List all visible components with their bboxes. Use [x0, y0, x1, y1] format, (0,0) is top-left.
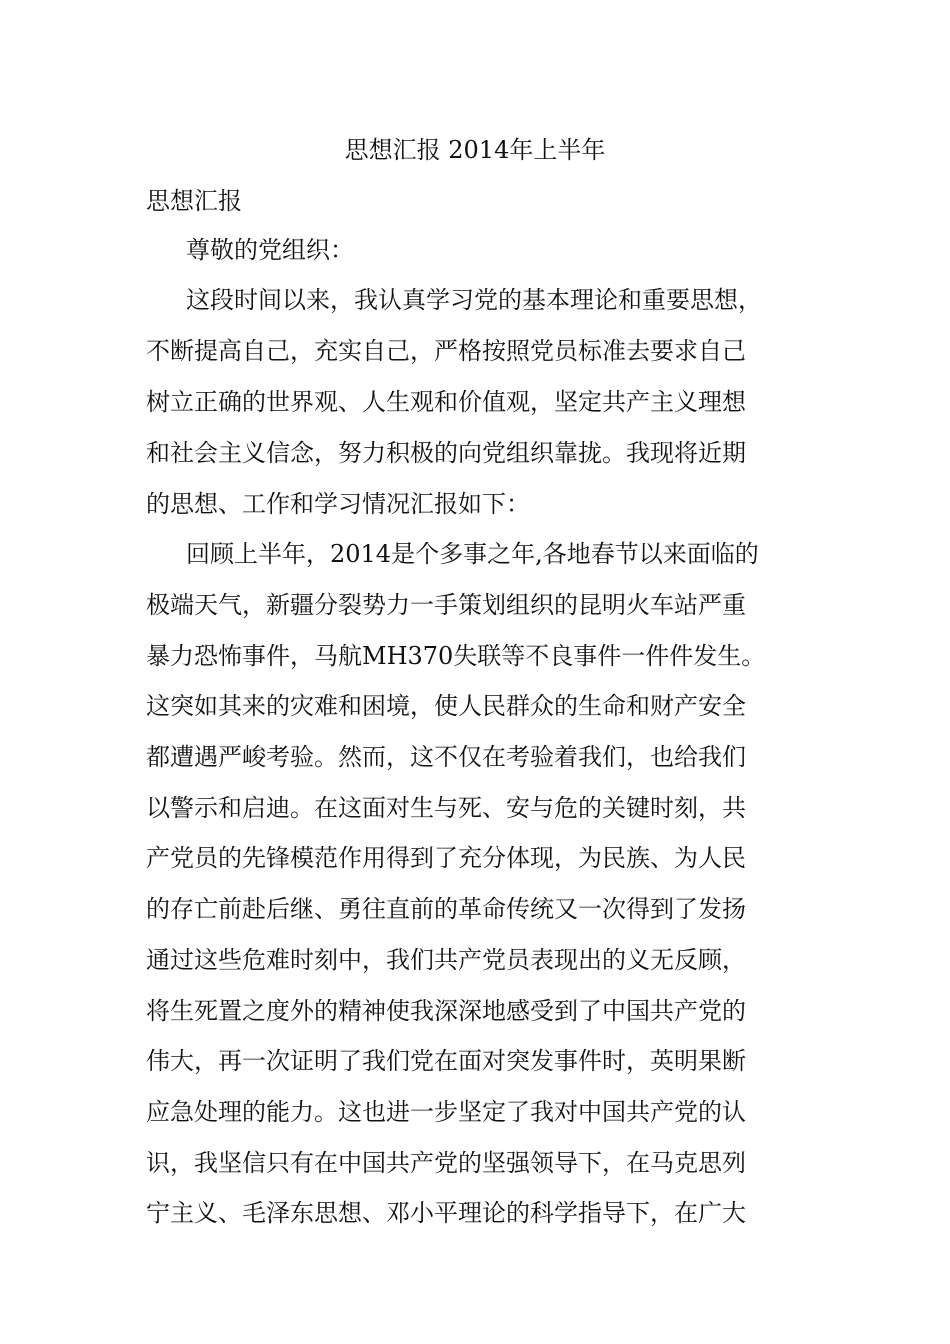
body-line: 应急处理的能力。这也进一步坚定了我对中国共产党的认: [146, 1098, 746, 1126]
body-line: 这段时间以来，我认真学习党的基本理论和重要思想，: [186, 286, 762, 314]
body-line: 以警示和启迪。在这面对生与死、安与危的关键时刻，共: [146, 794, 746, 822]
body-line: 这突如其来的灾难和困境，使人民群众的生命和财产安全: [146, 692, 746, 720]
body-line: 将生死置之度外的精神使我深深地感受到了中国共产党的: [146, 997, 746, 1025]
body-line: 伟大，再一次证明了我们党在面对突发事件时，英明果断: [146, 1047, 746, 1075]
body-line: 的思想、工作和学习情况汇报如下：: [146, 490, 530, 518]
body-line: 暴力恐怖事件，马航MH370失联等不良事件一件件发生。: [146, 642, 766, 670]
body-line: 都遭遇严峻考验。然而，这不仅在考验着我们，也给我们: [146, 743, 746, 771]
body-line: 通过这些危难时刻中，我们共产党员表现出的义无反顾，: [146, 946, 746, 974]
salutation: 尊敬的党组织：: [186, 236, 354, 264]
body-line: 不断提高自己，充实自己，严格按照党员标准去要求自己: [146, 337, 746, 365]
body-line: 极端天气，新疆分裂势力一手策划组织的昆明火车站严重: [146, 591, 746, 619]
body-line: 的存亡前赴后继、勇往直前的革命传统又一次得到了发扬: [146, 895, 746, 923]
body-line: 回顾上半年，2014是个多事之年,各地春节以来面临的: [186, 540, 759, 568]
document-heading: 思想汇报: [146, 187, 242, 215]
body-line: 识，我坚信只有在中国共产党的坚强领导下，在马克思列: [146, 1149, 746, 1177]
document-title: 思想汇报 2014年上半年: [344, 136, 606, 164]
body-line: 树立正确的世界观、人生观和价值观，坚定共产主义理想: [146, 388, 746, 416]
body-line: 宁主义、毛泽东思想、邓小平理论的科学指导下，在广大: [146, 1199, 746, 1227]
body-line: 和社会主义信念，努力积极的向党组织靠拢。我现将近期: [146, 439, 746, 467]
body-line: 产党员的先锋模范作用得到了充分体现，为民族、为人民: [146, 844, 746, 872]
